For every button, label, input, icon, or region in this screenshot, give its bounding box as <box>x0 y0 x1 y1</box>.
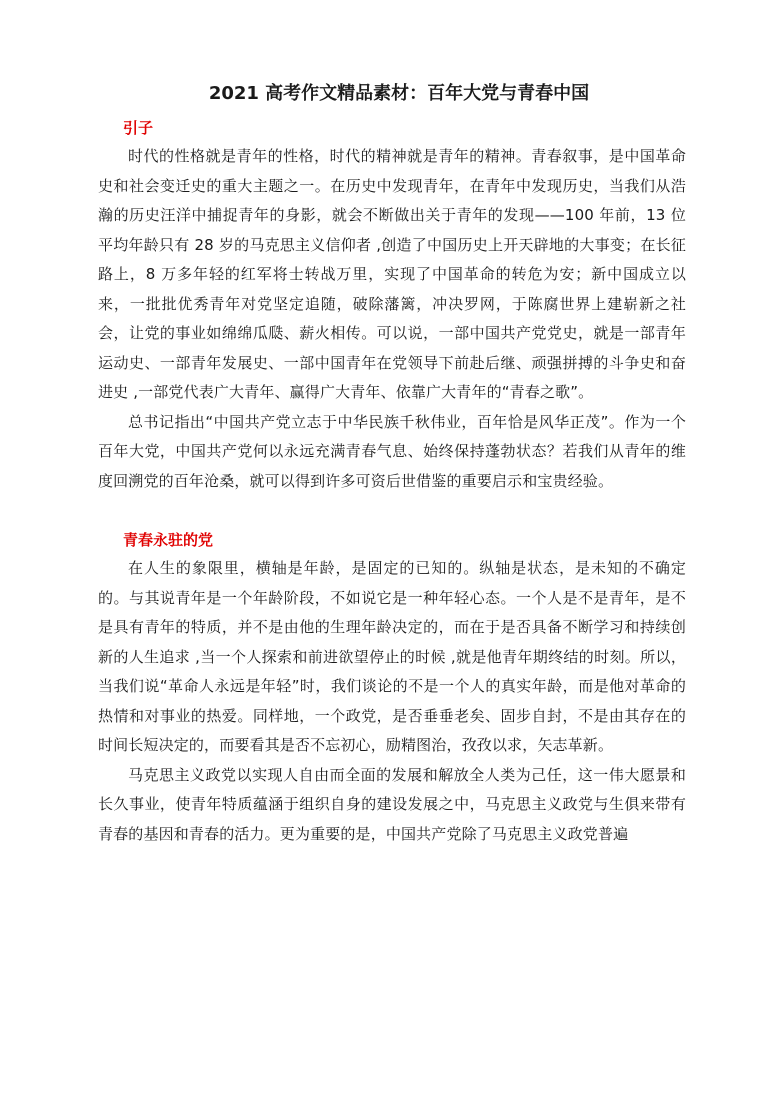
section-spacer <box>98 496 686 526</box>
section-eternal-youth <box>98 526 686 849</box>
paragraph: 在人生的象限里，横轴是年龄，是固定的已知的。纵轴是状态，是未知的不确定的。与其说青年是一个年龄阶段，不如说它是一种年轻心态。一个人是不是青年，是不是具有青年的特质，并不是由他的生理年龄决定的，而在于是否具备不断学习和持续创新的人生追求 ,当一个人探索和前进欲望停止的时候 ,就是他青年期终结的时刻。所以，当我们说“革命人永远是年轻”时，我们谈论的不是一个人的真实年龄，而是他对革命的热情和对事业的热爱。同样地，一个政党，是否垂垂老矣、固步自封，不是由其存在的时间长短决定的，而要看其是否不忘初心，励精图治，孜孜以求，矢志革新。 <box>98 559 686 754</box>
paragraph: 时代的性格就是青年的性格，时代的精神就是青年的精神。青春叙事，是中国革命史和社会变迁史的重大主题之一。在历史中发现青年，在青年中发现历史，当我们从浩瀚的历史汪洋中捕捉青年的身影，就会不断做出关于青年的发现——100 年前，13 位平均年龄只有 28 岁的马克思主义信仰者 ,创造了中国历史上开天辟地的大事变；在长征路上，8 万多年轻的红军将士转战万里，实现了中国革命的转危为安；新中国成立以来，一批批优秀青年对党坚定追随，破除藩篱，冲决罗网，于陈腐世界上建崭新之社会，让党的事业如绵绵瓜瓞、薪火相传。可以说，一部中国共产党党史，就是一部青年运动史、一部青年发展史、一部中国青年在党领导下前赴后继、顽强拼搏的斗争史和奋进史 ,一部党代表广大青年、赢得广大青年、依靠广大青年的“青春之歌”。 <box>98 147 686 401</box>
document-title: 2021 高考作文精品素材：百年大党与青春中国 <box>208 83 590 104</box>
paragraph: 马克思主义政党以实现人自由而全面的发展和解放全人类为己任，这一伟大愿景和长久事业，使青年特质蕴涵于组织自身的建设发展之中，马克思主义政党与生俱来带有青春的基因和青春的活力。更为重要的是，中国共产党除了马克思主义政党普遍 <box>98 765 686 843</box>
section-intro <box>98 114 686 496</box>
section-heading-intro: 引子 <box>123 119 154 137</box>
paragraph: 总书记指出“中国共产党立志于中华民族千秋伟业，百年恰是风华正茂”。作为一个百年大党，中国共产党何以永远充满青春气息、始终保持蓬勃状态？若我们从青年的维度回溯党的百年沧桑，就可以得到许多可资后世借鉴的重要启示和宝贵经验。 <box>98 412 686 490</box>
document-body <box>98 78 686 849</box>
section-heading-eternal-youth: 青春永驻的党 <box>123 531 214 549</box>
